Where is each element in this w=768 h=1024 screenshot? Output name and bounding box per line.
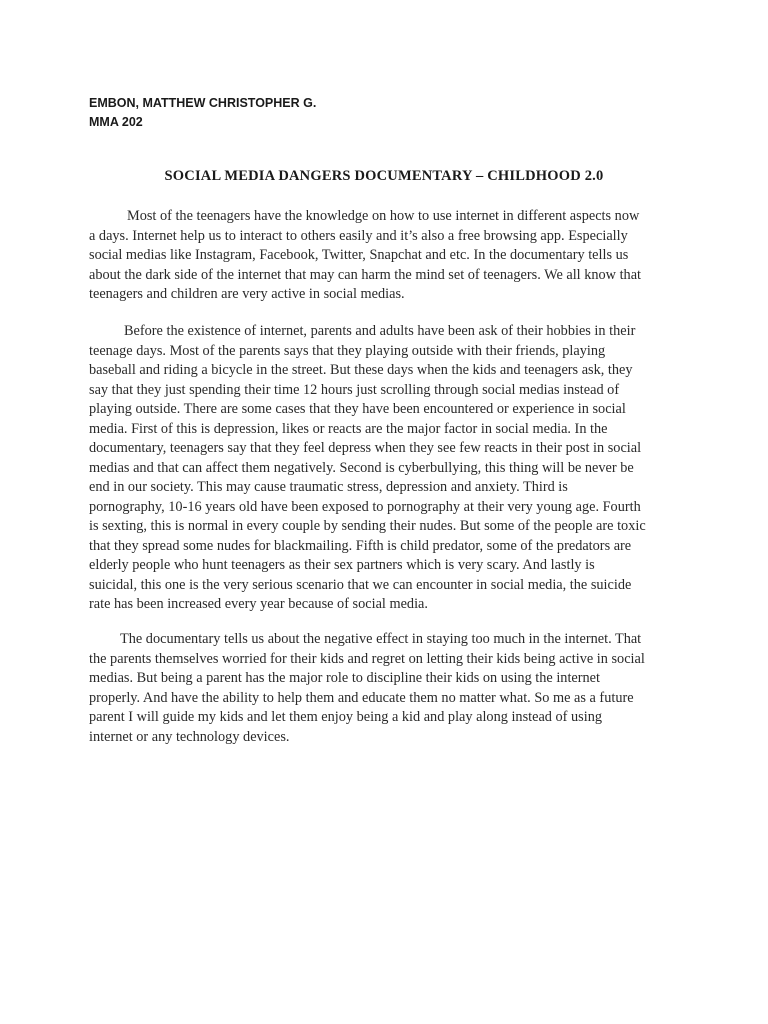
paragraph-3 [89,630,679,747]
author-header [89,94,316,132]
paragraph-line: that they spread some nudes for blackmailing. Fifth is child predator, some of the predators are [89,537,632,554]
course-code: MMA 202 [89,115,143,129]
paragraph-2 [89,322,679,615]
paragraph-line: documentary, teenagers say that they feel depress when they see few reacts in their post in social [89,440,642,456]
paragraph-line: teenagers and children are very active in social medias. [89,286,405,302]
author-name: EMBON, MATTHEW CHRISTOPHER G. [89,96,317,110]
paragraph-line: elderly people who hunt teenagers as their sex partners which is very scary. And lastly is [89,557,595,573]
paragraph-line: say that they just spending their time 12 hours just scrolling through social medias instead of [89,381,620,398]
paragraph-line: playing outside. There are some cases that they have been encountered or experience in social [89,401,626,417]
paragraph-line: medias. But being a parent has the major role to discipline their kids on using the internet [89,670,600,686]
paragraph-line: social medias like Instagram, Facebook, Twitter, Snapchat and etc. In the documentary tells us [89,247,629,263]
paragraph-line: media. First of this is depression, likes or reacts are the major factor in social media. In the [89,420,608,437]
paragraph-line: about the dark side of the internet that may can harm the mind set of teenagers. We all know that [89,266,642,283]
paragraph-line: suicidal, this one is the very serious scenario that we can encounter in social media, the suicide [89,576,632,593]
paragraph-line: The documentary tells us about the negative effect in staying too much in the internet. That [120,631,642,647]
paragraph-line: pornography, 10-16 years old have been exposed to pornography at their very young age. Fourth [89,498,641,515]
paragraph-line: rate has been increased every year because of social media. [89,596,428,612]
paragraph-line: internet or any technology devices. [89,728,290,745]
paragraph-line: teenage days. Most of the parents says that they playing outside with their friends, playing [89,342,606,359]
paragraph-line: the parents themselves worried for their kids and regret on letting their kids being active in social [89,650,645,667]
paragraph-1 [89,207,679,305]
paragraph-line: Before the existence of internet, parents and adults have been ask of their hobbies in their [124,323,636,339]
paragraph-line: properly. And have the ability to help them and educate them no matter what. So me as a future [89,689,634,706]
paragraph-line: Most of the teenagers have the knowledge on how to use internet in different aspects now [127,208,640,224]
document-title: SOCIAL MEDIA DANGERS DOCUMENTARY – CHILDHOOD 2.0 [164,168,604,184]
paragraph-line: parent I will guide my kids and let them enjoy being a kid and play along instead of using [89,709,602,725]
paragraph-line: end in our society. This may cause traumatic stress, depression and anxiety. Third is [89,479,568,495]
paragraph-line: baseball and riding a bicycle in the street. But these days when the kids and teenagers ask, they [89,362,633,378]
paragraph-line: a days. Internet help us to interact to others easily and it’s also a free browsing app. Especially [89,227,628,244]
paragraph-line: is sexting, this is normal in every couple by sending their nudes. But some of the people are toxic [89,518,646,534]
paragraph-line: medias and that can affect them negatively. Second is cyberbullying, this thing will be never be [89,459,634,476]
